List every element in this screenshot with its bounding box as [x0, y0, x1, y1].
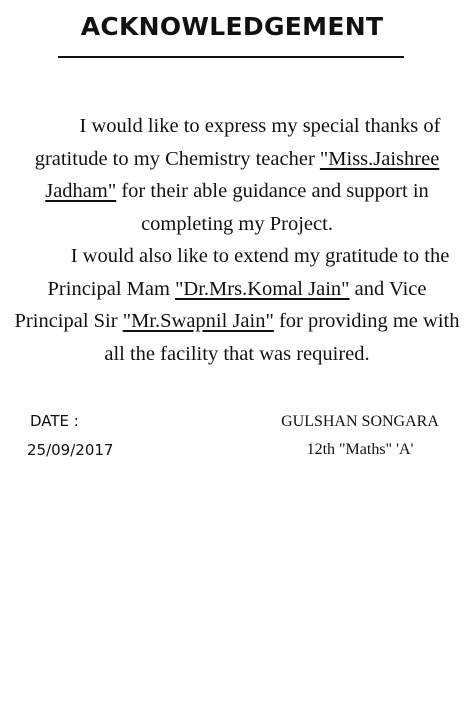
paragraph-thanks-teacher	[11, 110, 463, 240]
author-name: GULSHAN SONGARA	[281, 413, 439, 430]
date-label: DATE :	[30, 412, 79, 430]
acknowledgement-body	[11, 110, 463, 370]
paragraph2-text-middle: and Vice Principal Sir	[14, 277, 427, 332]
date-value: 25/09/2017	[27, 441, 114, 459]
author-signature-block	[260, 412, 460, 460]
paragraph1-text-end: for their able guidance and support in completing my Project.	[116, 180, 429, 235]
teacher-name: "Miss.Jaishree Jadham"	[45, 147, 440, 202]
page-title: ACKNOWLEDGEMENT	[80, 12, 384, 41]
title-underline	[58, 56, 404, 58]
paragraph-thanks-principals	[11, 240, 463, 370]
paragraph2-text-end: for providing me with all the facility that was required.	[104, 310, 460, 365]
principal-name: "Dr.Mrs.Komal Jain"	[175, 277, 350, 300]
vice-principal-name: "Mr.Swapnil Jain"	[122, 310, 274, 332]
author-class: 12th "Maths" 'A'	[306, 441, 414, 458]
paragraph1-text-start: I would like to express my special thanks of gratitude to my Chemistry teacher	[34, 115, 441, 170]
paragraph2-text-start: I would also like to extend my gratitude to the Principal Mam	[47, 245, 450, 300]
